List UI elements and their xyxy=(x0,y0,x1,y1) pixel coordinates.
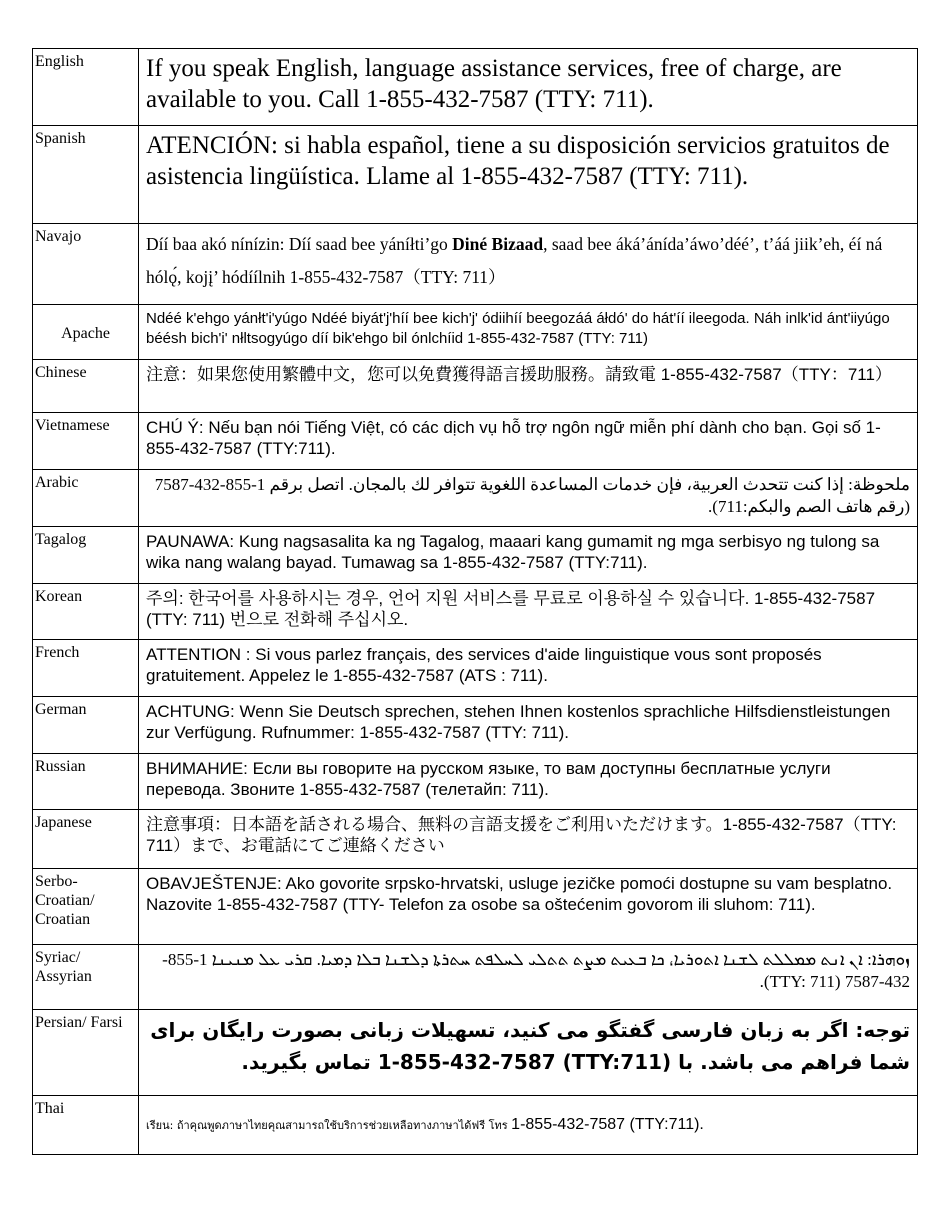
table-row xyxy=(33,945,918,1010)
language-label-spanish: Spanish xyxy=(33,126,139,224)
language-label-navajo: Navajo xyxy=(33,224,139,305)
table-row xyxy=(33,49,918,126)
notice-navajo-bold: Diné Bizaad xyxy=(452,234,544,254)
notice-vietnamese: CHÚ Ý: Nếu bạn nói Tiếng Việt, có các dịch vụ hỗ trợ ngôn ngữ miễn phí dành cho bạn. Gọi số 1-855-432-7587 (TTY:711). xyxy=(139,413,918,470)
notice-tagalog: PAUNAWA: Kung nagsasalita ka ng Tagalog, maaari kang gumamit ng mga serbisyo ng tulong sa wika nang walang bayad. Tumawag sa 1-855-432-7587 (TTY:711). xyxy=(139,527,918,584)
language-label-tagalog: Tagalog xyxy=(33,527,139,584)
notice-french: ATTENTION : Si vous parlez français, des services d'aide linguistique vous sont proposés gratuitement. Appelez le 1-855-432-7587 (ATS : 711). xyxy=(139,640,918,697)
notice-arabic: ملحوظة: إذا كنت تتحدث العربية، فإن خدمات المساعدة اللغوية تتوافر لك بالمجان. اتصل برقم 1-855-432-7587 (رقم هاتف الصم والبكم:711). xyxy=(139,470,918,527)
table-row xyxy=(33,360,918,413)
language-label-serbo-croatian: Serbo-Croatian/ Croatian xyxy=(33,869,139,945)
table-row xyxy=(33,697,918,754)
notice-apache: Ndéé k'ehgo yánłt'i'yúgo Ndéé biyát'j'híí bee kich'j' ódiihíí beegozáá áłdó' do hát'íí ileegoda. Náh inlk'id ánt'iiyúgo béésh bich'i' nłltsogyúgo díí bik'ehgo bil ónlchíid 1-855-432-7587 (TTY: 711) xyxy=(139,305,918,360)
table-row xyxy=(33,470,918,527)
language-label-thai: Thai xyxy=(33,1096,139,1155)
table-row xyxy=(33,810,918,869)
table-row xyxy=(33,305,918,360)
notice-thai-text: เรียน: ถ้าคุณพูดภาษาไทยคุณสามารถใช้บริการช่วยเหลือทางภาษาได้ฟรี โทร xyxy=(146,1119,512,1132)
language-label-vietnamese: Vietnamese xyxy=(33,413,139,470)
language-label-chinese: Chinese xyxy=(33,360,139,413)
notice-navajo xyxy=(139,224,918,305)
language-label-apache: Apache xyxy=(33,305,139,360)
notice-navajo-part1: Díí baa akó nínízin: Díí saad bee yáníłti’go xyxy=(146,234,453,254)
notice-chinese: 注意：如果您使用繁體中文，您可以免費獲得語言援助服務。請致電 1-855-432-7587（TTY：711） xyxy=(139,360,918,413)
language-assistance-table xyxy=(32,48,918,1155)
language-label-korean: Korean xyxy=(33,584,139,640)
notice-english: If you speak English, language assistance services, free of charge, are available to you. Call 1-855-432-7587 (TTY: 711). xyxy=(139,49,918,126)
notice-german: ACHTUNG: Wenn Sie Deutsch sprechen, stehen Ihnen kostenlos sprachliche Hilfsdienstleistungen zur Verfügung. Rufnummer: 1-855-432-7587 (TTY: 711). xyxy=(139,697,918,754)
notice-serbo-croatian: OBAVJEŠTENJE: Ako govorite srpsko-hrvatski, usluge jezičke pomoći dostupne su vam besplatno. Nazovite 1-855-432-7587 (TTY- Telefon za osobe sa oštećenim govorom ili sluhom: 711). xyxy=(139,869,918,945)
language-label-french: French xyxy=(33,640,139,697)
table-row xyxy=(33,224,918,305)
language-label-japanese: Japanese xyxy=(33,810,139,869)
table-row xyxy=(33,1010,918,1096)
table-row xyxy=(33,1096,918,1155)
notice-thai xyxy=(139,1096,918,1155)
notice-spanish: ATENCIÓN: si habla español, tiene a su disposición servicios gratuitos de asistencia lingüística. Llame al 1-855-432-7587 (TTY: 711). xyxy=(139,126,918,224)
notice-persian: توجه: اگر به زبان فارسی گفتگو می کنید، تسهیلات زبانی بصورت رایگان برای شما فراهم می باشد. با (TTY:711) 1-855-432-7587 تماس بگیرید. xyxy=(139,1010,918,1096)
language-label-russian: Russian xyxy=(33,754,139,810)
language-label-persian: Persian/ Farsi xyxy=(33,1010,139,1096)
language-label-syriac: Syriac/ Assyrian xyxy=(33,945,139,1010)
notice-navajo-part2: , saad bee áká’ánída’áwo’déé’, t’áá jiik’eh, éí ná hólǫ́, kojį’ hódíílnih 1-855-432-7587（TTY: 711） xyxy=(146,234,883,287)
table-row xyxy=(33,126,918,224)
table-row xyxy=(33,869,918,945)
table-row xyxy=(33,527,918,584)
notice-thai-phone: 1-855-432-7587 (TTY:711). xyxy=(511,1116,704,1133)
table-row xyxy=(33,754,918,810)
table-row xyxy=(33,640,918,697)
language-label-german: German xyxy=(33,697,139,754)
language-label-english: English xyxy=(33,49,139,126)
notice-japanese: 注意事項：日本語を話される場合、無料の言語支援をご利用いただけます。1-855-432-7587（TTY: 711）まで、お電話にてご連絡ください xyxy=(139,810,918,869)
notice-korean: 주의: 한국어를 사용하시는 경우, 언어 지원 서비스를 무료로 이용하실 수 있습니다. 1-855-432-7587 (TTY: 711) 번으로 전화해 주십시오. xyxy=(139,584,918,640)
table-row xyxy=(33,584,918,640)
table-row xyxy=(33,413,918,470)
notice-russian: ВНИМАНИЕ: Если вы говорите на русском языке, то вам доступны бесплатные услуги перевода. Звоните 1-855-432-7587 (телетайп: 711). xyxy=(139,754,918,810)
notice-syriac: ܙܘܗܪܐ: ܐܢ ܐܢܬ ܡܡܠܠܬ ܠܫܢܐ ܐܬܘܪܝܐ، ܟܐ ܒܥܝܬ ܡܨܬ ܬܬܠܝ ܠܚܠܦܬ ܚܬܪܬܐ ܕܠܫܢܐ ܒܠܐ ܕܡܝܐ. ܩܪܝ ܥܠ ܡܢܝܢܐ 1-855-432-7587 (TTY: 711). xyxy=(139,945,918,1010)
language-label-arabic: Arabic xyxy=(33,470,139,527)
